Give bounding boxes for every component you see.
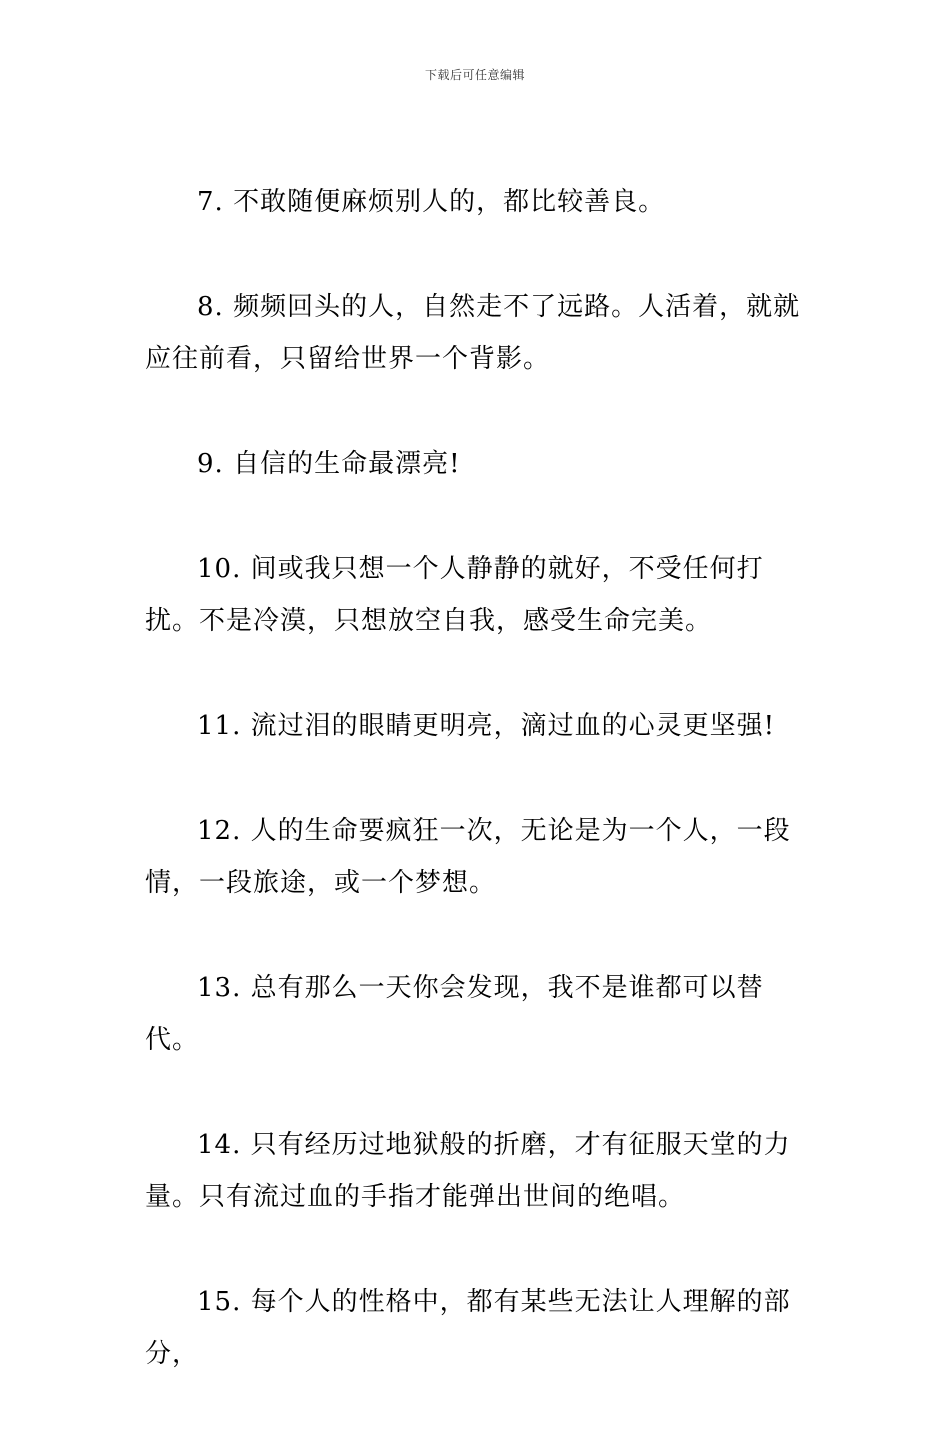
document-body: [145, 176, 810, 1433]
paragraph-9: 9. 自信的生命最漂亮!: [197, 449, 461, 479]
paragraph-14: 14. 只有经历过地狱般的折磨，才有征服天堂的力量。只有流过血的手指才能弹出世间的绝唱。: [145, 1130, 791, 1212]
paragraph-15: 15. 每个人的性格中，都有某些无法让人理解的部分，: [145, 1287, 791, 1369]
paragraph-13: 13. 总有那么一天你会发现，我不是谁都可以替代。: [145, 973, 764, 1055]
paragraph-8: 8. 频频回头的人，自然走不了远路。人活着，就就应往前看，只留给世界一个背影。: [145, 292, 801, 374]
paragraph-10: 10. 间或我只想一个人静静的就好，不受任何打扰。不是冷漠，只想放空自我，感受生命完美。: [145, 554, 764, 636]
paragraph-12: 12. 人的生命要疯狂一次，无论是为一个人，一段情，一段旅途，或一个梦想。: [145, 816, 791, 898]
paragraph-11: 11. 流过泪的眼睛更明亮，滴过血的心灵更坚强!: [197, 711, 776, 741]
header-note: 下载后可任意编辑: [424, 68, 525, 82]
paragraph-7: 7. 不敢随便麻烦别人的，都比较善良。: [197, 187, 666, 217]
